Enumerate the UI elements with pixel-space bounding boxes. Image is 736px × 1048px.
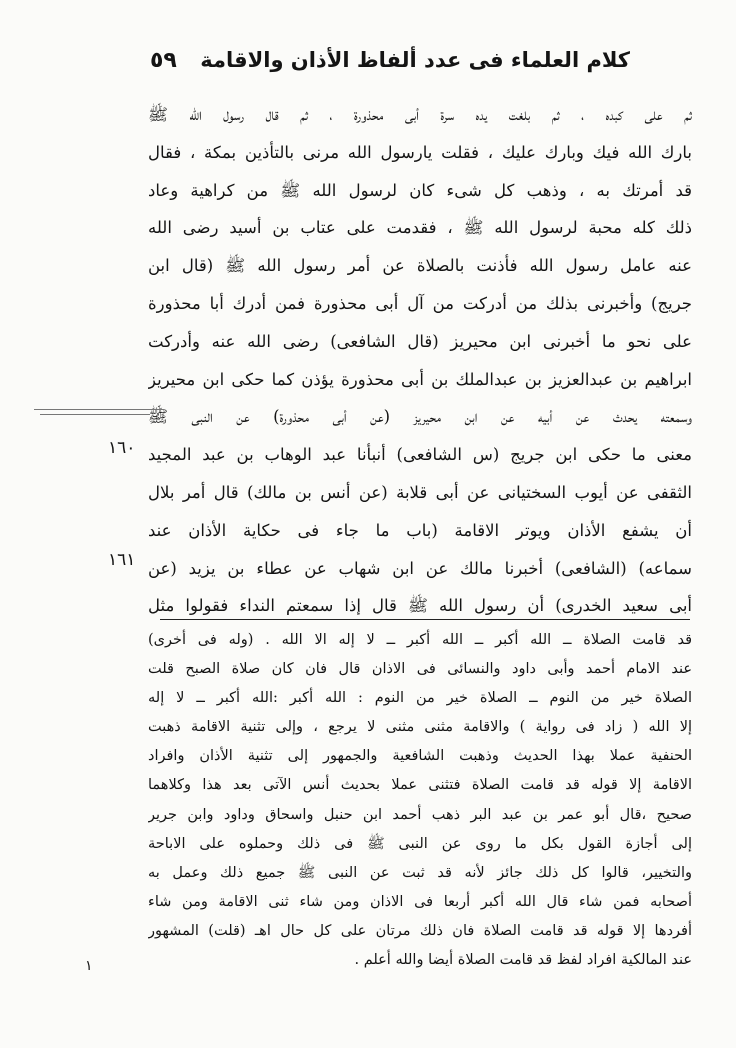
footnote-line: والتخيير، قالوا كل ذلك جائز لأنه قد ثبت عن النبى ﷺ جميع ذلك وعمل به (148, 864, 692, 881)
footnote-line: الصلاة خير من النوم ــ الصلاة خير من النوم : الله أكبر :الله أكبر ــ لا إله (148, 690, 692, 707)
footnote-line: الاقامة إلا قوله قد قامت الصلاة فتثنى عملا بحديث أنس الآتى بعد هذا وكلاهما (148, 777, 692, 794)
text-line: وسمعته يحدث عن أبيه عن ابن محيريز (عن أبى محذورة) عن النبى ﷺ (148, 407, 692, 427)
text-line: الثقفى عن أيوب السختيانى عن أبى قلابة (عن أنس بن مالك) قال أمر بلال (148, 482, 692, 502)
text-line: سماعه) (الشافعى) أخبرنا مالك عن ابن شهاب عن عطاء بن يزيد (عن (148, 558, 692, 578)
scan-artifact-line (34, 409, 164, 410)
scan-artifact-line (40, 414, 150, 415)
running-title: كلام العلماء فى عدد ألفاظ الأذان والاقامة (200, 48, 630, 72)
footnotes (148, 626, 692, 975)
footnote-separator (160, 619, 690, 620)
text-line: عنه عامل رسول الله فأذنت بالصلاة عن أمر رسول الله ﷺ (قال ابن (148, 256, 692, 276)
footnote-line: قد قامت الصلاة ــ الله أكبر ــ الله أكبر ــ لا إله الا الله . (وله فى أخرى) (148, 632, 692, 648)
footnote-line: عند المالكية افراد لفظ قد قامت الصلاة أيضا والله أعلم . (354, 952, 692, 969)
text-line: أن يشفع الأذان ويوتر الاقامة (باب ما جاء فى حكاية الأذان عند (148, 520, 692, 540)
text-line: ذلك كله محبة لرسول الله ﷺ ، فقدمت على عتاب بن أسيد رضى الله (148, 218, 692, 238)
footnote-line: عند الامام أحمد وأبى داود والنسائى فى الاذان قال فان كان صلاة الصبح قلت (148, 661, 692, 678)
text-line: ثم على كبده ، ثم بلغت يده سرة أبى محذورة ، ثم قال رسول الله ﷺ (148, 105, 692, 124)
text-line: أبى سعيد الخدرى) أن رسول الله ﷺ قال إذا سمعتم النداء فقولوا مثل (148, 596, 692, 616)
text-line: على نحو ما أخبرنى ابن محيريز (قال الشافعى) رضى الله عنه وأدركت (148, 331, 692, 351)
footnote-line: أفردها إلا قوله قد قامت الصلاة فان ذلك مرتان على كل حال اهـ (قلت) المشهور (148, 922, 692, 939)
footnote-line: صحيح ،قال أبو عمر بن عبد البر ذهب أحمد ابن حنبل واسحاق وداود وابن جرير (148, 806, 692, 823)
text-line: بارك الله فيك وبارك عليك ، فقلت يارسول الله مرنى بالتأذين بمكة ، فقال (148, 142, 692, 162)
footnote-line: أصحابه فمن شاء قال الله أكبر أربعا فى الاذان ومن شاء ثنى الاقامة ومن شاء (148, 893, 692, 910)
margin-number: ١٦١ (108, 550, 136, 570)
page-number: ٥٩ (150, 47, 177, 73)
main-text (148, 96, 692, 616)
text-line: معنى ما حكى ابن جريج (س الشافعى) أنبأنا عبد الوهاب بن عبد المجيد (148, 445, 692, 465)
page-header (150, 40, 630, 80)
side-mark: ١ (85, 958, 93, 974)
text-line: جريج) وأخبرنى بذلك من أدركت من آل أبى محذورة فمن أدرك أبا محذورة (148, 293, 692, 313)
footnote-line: إلى أجازة القول بكل ما روى عن النبى ﷺ فى ذلك وحملوه على الاباحة (148, 835, 692, 852)
margin-number: ١٦٠ (108, 438, 136, 458)
text-line: قد أمرتك به ، وذهب كل شىء كان لرسول الله ﷺ من كراهية وعاد (148, 180, 692, 200)
footnote-line: إلا الله ( زاد فى رواية ) والاقامة مثنى مثنى لا يرجع ، وإلى تثنية الاقامة ذهبت (148, 719, 692, 736)
footnote-line: الحنفية عملا بهذا الحديث وذهبت الشافعية والجمهور إلى تثنية الأذان وافراد (148, 748, 692, 765)
text-line: ابراهيم بن عبدالعزيز بن عبدالملك بن أبى محذورة يؤذن كما حكى ابن محيريز (148, 369, 692, 389)
